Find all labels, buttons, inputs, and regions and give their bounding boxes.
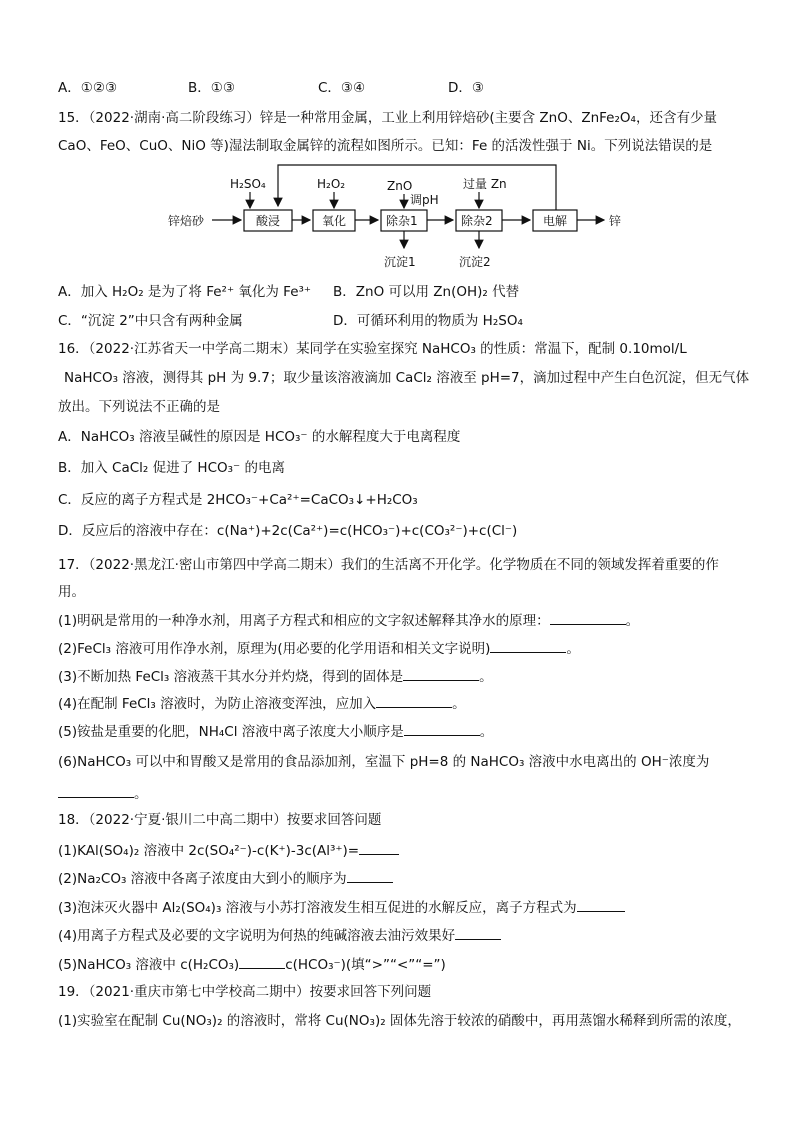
q14-option-b: B．①③ [188,80,235,96]
q18-part5: (5)NaHCO₃ 溶液中 c(H₂CO₃) c(HCO₃⁻)(填“>”“<”“=”) [58,954,446,975]
q17-part6: (6)NaHCO₃ 可以中和胃酸又是常用的食品添加剂，室温下 pH=8 的 NaHCO₃ 溶液中水电离出的 OH⁻浓度为 [58,754,710,770]
q16-option-a: A．NaHCO₃ 溶液呈碱性的原因是 HCO₃⁻ 的水解程度大于电离程度 [58,429,461,445]
flow-box-impurity2-label: 除杂2 [461,214,493,228]
q17-stem-line1: 17．（2022·黑龙江·密山市第四中学高二期末）我们的生活离不开化学。化学物质在不同的领域发挥着重要的作 [58,557,719,573]
flow-input-adjust-ph: 调pH [410,193,439,207]
flow-box-electrolysis-label: 电解 [543,214,568,228]
q16-stem-line1: 16．（2022·江苏省天一中学高二期末）某同学在实验室探究 NaHCO₃ 的性质：常温下，配制 0.10mol/L [58,341,687,357]
q15-stem-line1: 15．（2022·湖南·高二阶段练习）锌是一种常用金属，工业上利用锌焙砂(主要含 ZnO、ZnFe₂O₄，还含有少量 [58,110,717,126]
q18-part4: (4)用离子方程式及必要的文字说明为何热的纯碱溶液去油污效果好 [58,925,501,946]
q17-part2: (2)FeCl₃ 溶液可用作净水剂，原理为(用必要的化学用语和相关文字说明) 。 [58,638,580,659]
q17-part6-answer: 。 [58,783,148,804]
flow-input-zno: ZnO [387,179,413,193]
q19-part1: (1)实验室在配制 Cu(NO₃)₂ 的溶液时，常将 Cu(NO₃)₂ 固体先溶于较浓的硝酸中，再用蒸馏水稀释到所需的浓度， [58,1013,741,1029]
q18-part2: (2)Na₂CO₃ 溶液中各离子浓度由大到小的顺序为 [58,868,393,889]
q16-option-c: C．反应的离子方程式是 2HCO₃⁻+Ca²⁺=CaCO₃↓+H₂CO₃ [58,492,418,508]
q18-part1: (1)KAl(SO₄)₂ 溶液中 2c(SO₄²⁻)-c(K⁺)-3c(Al³⁺)= [58,840,399,861]
q15-options-row2 [58,311,585,331]
flow-box-oxidation-label: 氧化 [322,214,347,228]
q15-option-b: B．ZnO 可以用 Zn(OH)₂ 代替 [333,284,520,300]
q18-part3: (3)泡沫灭火器中 Al₂(SO₄)₃ 溶液与小苏打溶液发生相互促进的水解反应，离子方程式为 [58,897,625,918]
flow-input-h2so4: H₂SO₄ [230,177,266,191]
q14-option-c: C．③④ [318,80,366,96]
flow-start-label: 锌焙砂 [168,214,205,228]
q16-option-d: D．反应后的溶液中存在：c(Na⁺)+2c(Ca²⁺)=c(HCO₃⁻)+c(CO₃²⁻)+c(Cl⁻) [58,523,518,539]
q17-part1: (1)明矾是常用的一种净水剂，用离子方程式和相应的文字叙述解释其净水的原理： 。 [58,610,639,631]
flow-box-impurity1-label: 除杂1 [386,214,418,228]
flow-box-acid-leach-label: 酸浸 [256,214,281,228]
q14-option-d: D．③ [448,80,484,96]
flow-output-precipitate2: 沉淀2 [459,255,491,269]
flow-input-excess-zn: 过量 Zn [463,177,507,191]
q18-stem: 18．（2022·宁夏·银川二中高二期中）按要求回答问题 [58,812,382,828]
flow-input-h2o2: H₂O₂ [317,177,346,191]
q15-option-a: A．加入 H₂O₂ 是为了将 Fe²⁺ 氧化为 Fe³⁺ [58,284,312,300]
q15-stem-line2: CaO、FeO、CuO、NiO 等)湿法制取金属锌的流程如图所示。已知：Fe 的活泼性强于 Ni。下列说法错误的是 [58,138,713,154]
q16-option-b: B．加入 CaCl₂ 促进了 HCO₃⁻ 的电离 [58,460,285,476]
q15-options-row1 [58,282,585,302]
q17-part5: (5)铵盐是重要的化肥，NH₄Cl 溶液中离子浓度大小顺序是 。 [58,721,493,742]
flow-output-precipitate1: 沉淀1 [384,255,416,269]
q16-stem-line2: NaHCO₃ 溶液，测得其 pH 为 9.7；取少量该溶液滴加 CaCl₂ 溶液至 pH=7，滴加过程中产生白色沉淀，但无气体 [64,370,750,386]
q17-stem-line2: 用。 [58,584,85,600]
q17-part4: (4)在配制 FeCl₃ 溶液时，为防止溶液变浑浊，应加入 。 [58,693,466,714]
q15-flow-diagram [0,160,794,276]
q14-options [58,78,578,98]
q14-option-a: A．①②③ [58,80,118,96]
flow-end-label: 锌 [609,214,622,228]
q16-stem-line3: 放出。下列说法不正确的是 [58,399,220,415]
q15-option-d: D．可循环利用的物质为 H₂SO₄ [333,313,523,329]
q19-stem: 19．（2021·重庆市第七中学校高二期中）按要求回答下列问题 [58,984,432,1000]
q15-option-c: C．“沉淀 2”中只含有两种金属 [58,313,243,329]
q17-part3: (3)不断加热 FeCl₃ 溶液蒸干其水分并灼烧，得到的固体是 。 [58,666,493,687]
